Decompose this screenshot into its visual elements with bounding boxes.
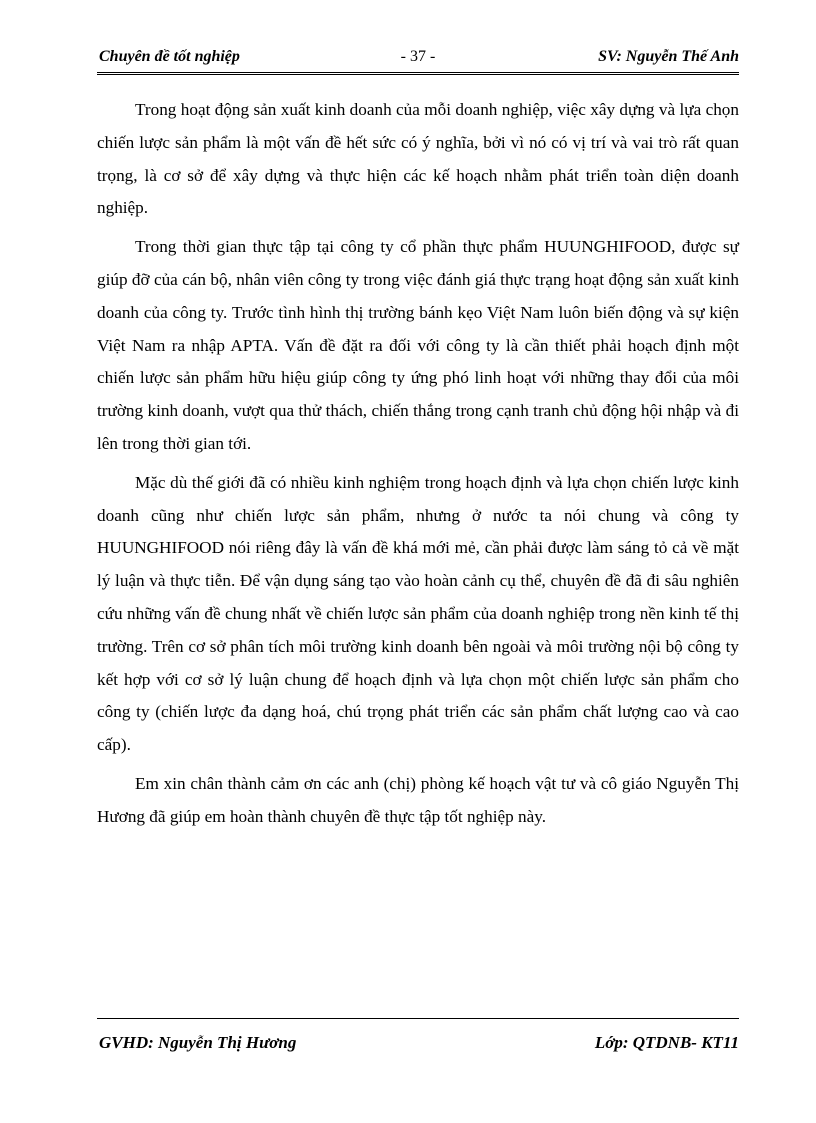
page-footer — [97, 1018, 739, 1063]
page-number: - 37 - — [400, 48, 436, 65]
page-header — [97, 46, 739, 75]
paragraph-3: Mặc dù thế giới đã có nhiều kinh nghiệm trong hoạch định và lựa chọn chiến lược kinh doanh cũng như chiến lược sản phẩm, nhưng ở nước ta nói chung và công ty HUUNGHIFOOD nói riêng đây là vấn đề khá mới mẻ, cần phải được làm sáng tỏ cả về mặt lý luận và thực tiễn. Để vận dụng sáng tạo vào hoàn cảnh cụ thể, chuyên đề đã đi sâu nghiên cứu những vấn đề chung nhất về chiến lược sản phẩm của doanh nghiệp trong nền kinh tế thị trường. Trên cơ sở phân tích môi trường kinh doanh bên ngoài và môi trường nội bộ công ty kết hợp với cơ sở lý luận chung để hoạch định và lựa chọn một chiến lược sản phẩm cho công ty (chiến lược đa dạng hoá, chú trọng phát triển các sản phẩm chất lượng cao và cao cấp). — [97, 472, 739, 755]
header-student-name: SV: Nguyễn Thế Anh — [598, 48, 739, 65]
footer-class: Lớp: QTDNB- KT11 — [594, 1033, 739, 1052]
header-document-title: Chuyên đề tốt nghiệp — [99, 48, 240, 65]
paragraph-4: Em xin chân thành cảm ơn các anh (chị) phòng kế hoạch vật tư và cô giáo Nguyễn Thị Hương đã giúp em hoàn thành chuyên đề thực tập tốt nghiệp này. — [97, 773, 739, 826]
footer-supervisor: GVHD: Nguyễn Thị Hương — [99, 1033, 297, 1052]
paragraph-1: Trong hoạt động sản xuất kinh doanh của mỗi doanh nghiệp, việc xây dựng và lựa chọn chiến lược sản phẩm là một vấn đề hết sức có ý nghĩa, bởi vì nó có vị trí và vai trò rất quan trọng, là cơ sở để xây dựng và thực hiện các kế hoạch nhằm phát triển toàn diện doanh nghiệp. — [97, 100, 739, 218]
paragraph-2: Trong thời gian thực tập tại công ty cổ phần thực phẩm HUUNGHIFOOD, được sự giúp đỡ của cán bộ, nhân viên công ty trong việc đánh giá thực trạng hoạt động sản xuất kinh doanh của công ty. Trước tình hình thị trường bánh kẹo Việt Nam luôn biến động và sự kiện Việt Nam ra nhập APTA. Vấn đề đặt ra đối với công ty là cần thiết phải hoạch định một chiến lược sản phẩm hữu hiệu giúp công ty ứng phó linh hoạt với những thay đổi của môi trường kinh doanh, vượt qua thử thách, chiến thắng trong cạnh tranh chủ động hội nhập và đi lên trong thời gian tới. — [97, 237, 739, 453]
document-body — [97, 94, 739, 840]
